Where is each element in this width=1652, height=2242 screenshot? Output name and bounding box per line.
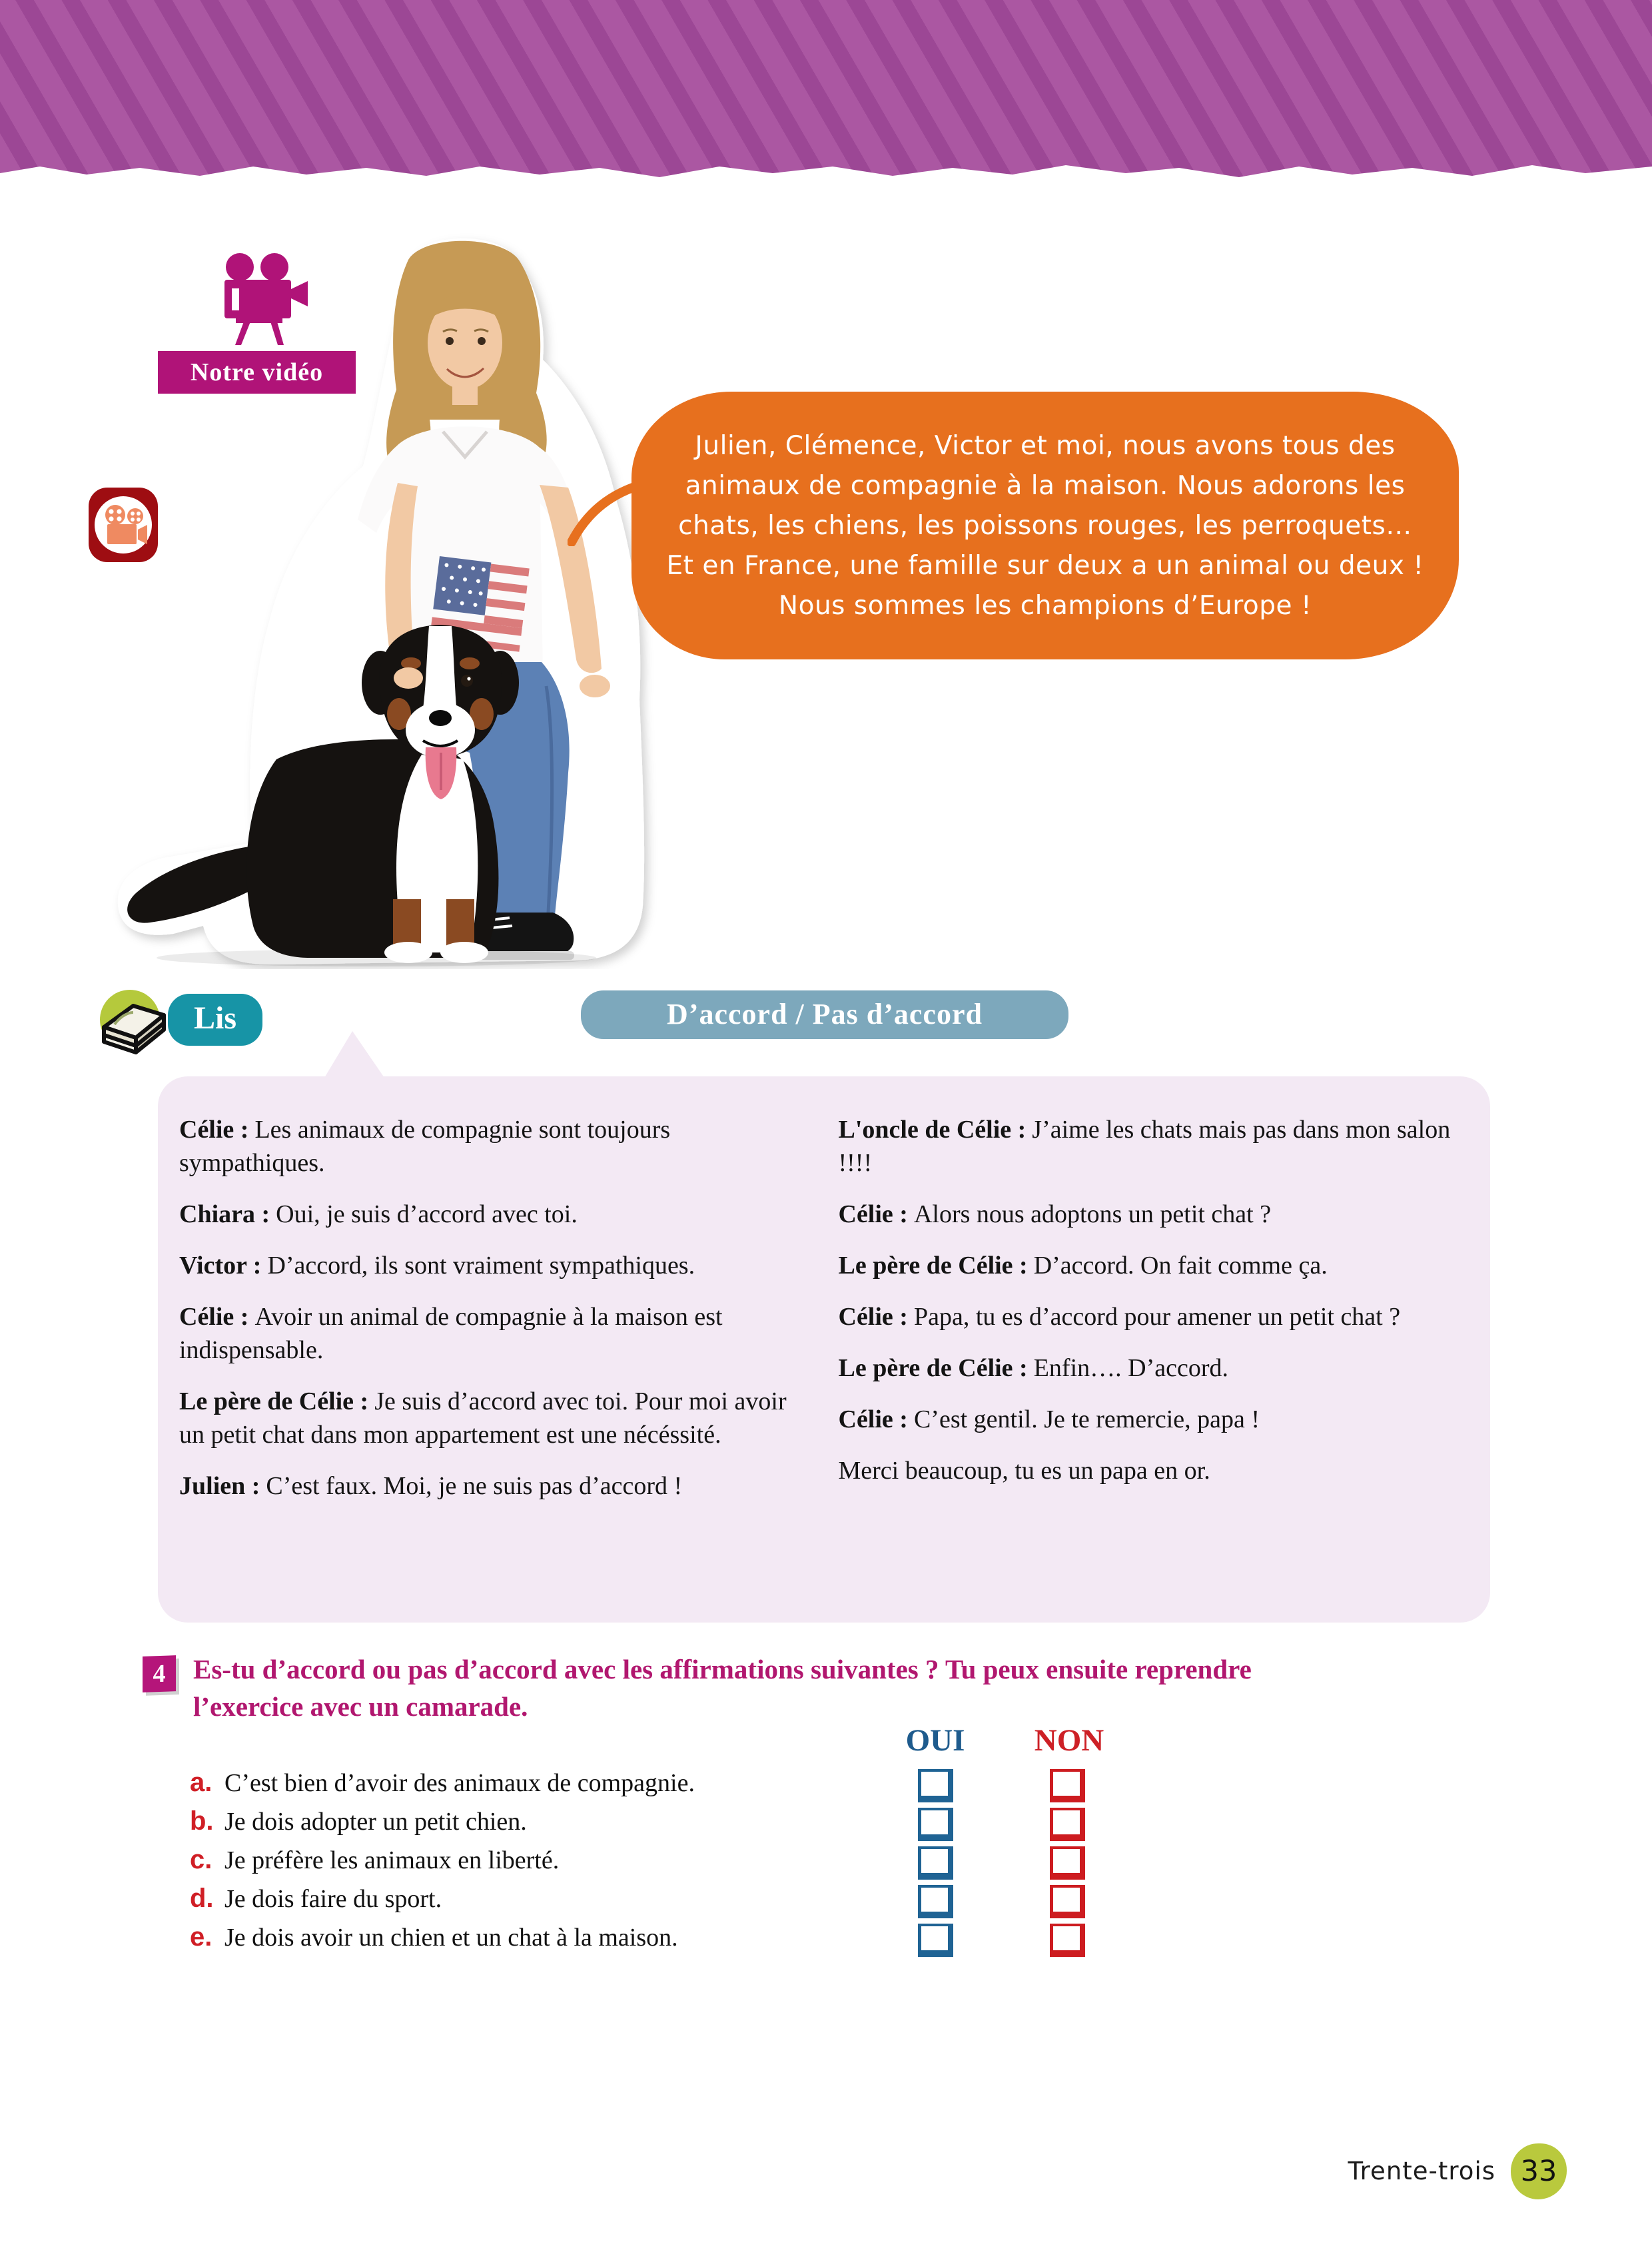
footer-page-word: Trente-trois xyxy=(1348,2157,1495,2185)
dialogue-right-column xyxy=(839,1113,1461,1603)
bubble-line: Et en France, une famille sur deux a un animal ou deux ! xyxy=(666,551,1424,581)
dialogue-paragraph xyxy=(179,1469,801,1503)
checkbox-non-e[interactable] xyxy=(1050,1924,1085,1957)
speaker-text: Merci beaucoup, tu es un papa en or. xyxy=(838,1457,1210,1485)
exercise-item xyxy=(190,1920,896,1958)
page-number-badge: 33 xyxy=(1511,2143,1567,2199)
exercise-instruction-line1: Es-tu d’accord ou pas d’accord avec les affirmations suivantes ? Tu peux ensuite reprendre xyxy=(193,1654,1252,1684)
checkbox-non-d[interactable] xyxy=(1050,1885,1085,1918)
dialogue-left-column xyxy=(179,1113,801,1603)
panel-pointer xyxy=(324,1031,384,1078)
speaker-text: Avoir un animal de compagnie à la maison est indispensable. xyxy=(179,1303,723,1364)
exercise-item xyxy=(190,1804,896,1842)
book-icon xyxy=(95,986,176,1060)
dialogue-paragraph xyxy=(179,1249,801,1282)
bubble-line: Julien, Clémence, Victor et moi, nous avons tous des xyxy=(695,431,1396,461)
item-letter: c. xyxy=(190,1845,212,1874)
speaker-name: Le père de Célie : xyxy=(838,1354,1028,1382)
speaker-text: Papa, tu es d’accord pour amener un petit chat ? xyxy=(913,1303,1401,1331)
speaker-name: Le père de Célie : xyxy=(838,1252,1028,1280)
item-letter: e. xyxy=(190,1922,212,1952)
speaker-text: C’est gentil. Je te remercie, papa ! xyxy=(913,1405,1260,1433)
speaker-name: Chiara : xyxy=(179,1200,270,1228)
checkbox-oui-d[interactable] xyxy=(918,1885,953,1918)
exercise-instruction-line2: l’exercice avec un camarade. xyxy=(193,1691,528,1722)
speaker-name: Le père de Célie : xyxy=(179,1387,369,1415)
dialogue-paragraph xyxy=(839,1113,1461,1180)
speaker-text: J’aime les chats mais pas dans mon salon !!!! xyxy=(838,1116,1451,1177)
speaker-text: Je suis d’accord avec toi. Pour moi avoir un petit chat dans mon appartement est une nécéssité. xyxy=(179,1387,787,1449)
dialogue-paragraph xyxy=(839,1403,1461,1436)
section-title: D’accord / Pas d’accord xyxy=(581,990,1068,1039)
dialogue-paragraph xyxy=(179,1198,801,1231)
checkbox-oui-e[interactable] xyxy=(918,1924,953,1957)
bubble-line: chats, les chiens, les poissons rouges, les perroquets… xyxy=(678,511,1412,541)
speaker-text: D’accord. On fait comme ça. xyxy=(1033,1252,1328,1280)
checkbox-non-b[interactable] xyxy=(1050,1808,1085,1841)
dialogue-paragraph xyxy=(179,1385,801,1451)
speaker-name: L'oncle de Célie : xyxy=(838,1116,1027,1144)
speaker-name: Julien : xyxy=(179,1472,260,1500)
checkbox-non-c[interactable] xyxy=(1050,1846,1085,1880)
speaker-text: D’accord, ils sont vraiment sympathiques. xyxy=(267,1252,695,1280)
item-letter: a. xyxy=(190,1768,212,1797)
speaker-name: Célie : xyxy=(179,1303,249,1331)
item-text: Je dois avoir un chien et un chat à la maison. xyxy=(224,1924,678,1952)
dialogue-paragraph xyxy=(839,1300,1461,1333)
speaker-text: C’est faux. Moi, je ne suis pas d’accord ! xyxy=(266,1472,683,1500)
non-checkbox-column xyxy=(1050,1769,1090,1962)
speaker-text: Les animaux de compagnie sont toujours sympathiques. xyxy=(179,1116,671,1177)
checkbox-oui-c[interactable] xyxy=(918,1846,953,1880)
item-text: C’est bien d’avoir des animaux de compagnie. xyxy=(224,1769,695,1797)
exercise-item xyxy=(190,1881,896,1920)
exercise-instruction xyxy=(193,1651,1499,1725)
speaker-text: Oui, je suis d’accord avec toi. xyxy=(276,1200,578,1228)
speaker-text: Alors nous adoptons un petit chat ? xyxy=(913,1200,1272,1228)
dialogue-paragraph xyxy=(839,1454,1461,1487)
item-text: Je dois faire du sport. xyxy=(224,1885,442,1913)
exercise-item xyxy=(190,1765,896,1804)
speaker-text: Enfin…. D’accord. xyxy=(1033,1354,1228,1382)
speech-bubble xyxy=(631,392,1459,659)
checkbox-non-a[interactable] xyxy=(1050,1769,1085,1802)
speaker-name: Célie : xyxy=(179,1116,249,1144)
speaker-name: Célie : xyxy=(838,1200,908,1228)
header-band xyxy=(0,0,1652,181)
dialogue-paragraph xyxy=(839,1351,1461,1385)
speaker-name: Célie : xyxy=(838,1303,908,1331)
oui-checkbox-column xyxy=(918,1769,958,1962)
non-header: NON xyxy=(1034,1723,1104,1758)
lis-label: Lis xyxy=(168,994,262,1046)
item-text: Je préfère les animaux en liberté. xyxy=(224,1846,560,1874)
photo-girl-with-dog xyxy=(110,220,683,969)
dialogue-paragraph xyxy=(839,1198,1461,1231)
dialogue-paragraph xyxy=(179,1300,801,1367)
bubble-line: Nous sommes les champions d’Europe ! xyxy=(778,591,1312,621)
dialogue-paragraph xyxy=(839,1249,1461,1282)
exercise-number-badge: 4 xyxy=(143,1655,176,1692)
notre-video-label: Notre vidéo xyxy=(158,351,356,394)
item-letter: d. xyxy=(190,1884,214,1913)
oui-header: OUI xyxy=(905,1723,965,1758)
speaker-name: Célie : xyxy=(838,1405,908,1433)
dialogue-panel xyxy=(158,1076,1490,1623)
item-text: Je dois adopter un petit chien. xyxy=(224,1808,527,1836)
exercise-items xyxy=(190,1765,896,1958)
item-letter: b. xyxy=(190,1806,214,1836)
speaker-name: Victor : xyxy=(179,1252,262,1280)
bubble-line: animaux de compagnie à la maison. Nous adorons les xyxy=(685,471,1406,501)
dialogue-paragraph xyxy=(179,1113,801,1180)
checkbox-oui-a[interactable] xyxy=(918,1769,953,1802)
checkbox-oui-b[interactable] xyxy=(918,1808,953,1841)
exercise-item xyxy=(190,1842,896,1881)
